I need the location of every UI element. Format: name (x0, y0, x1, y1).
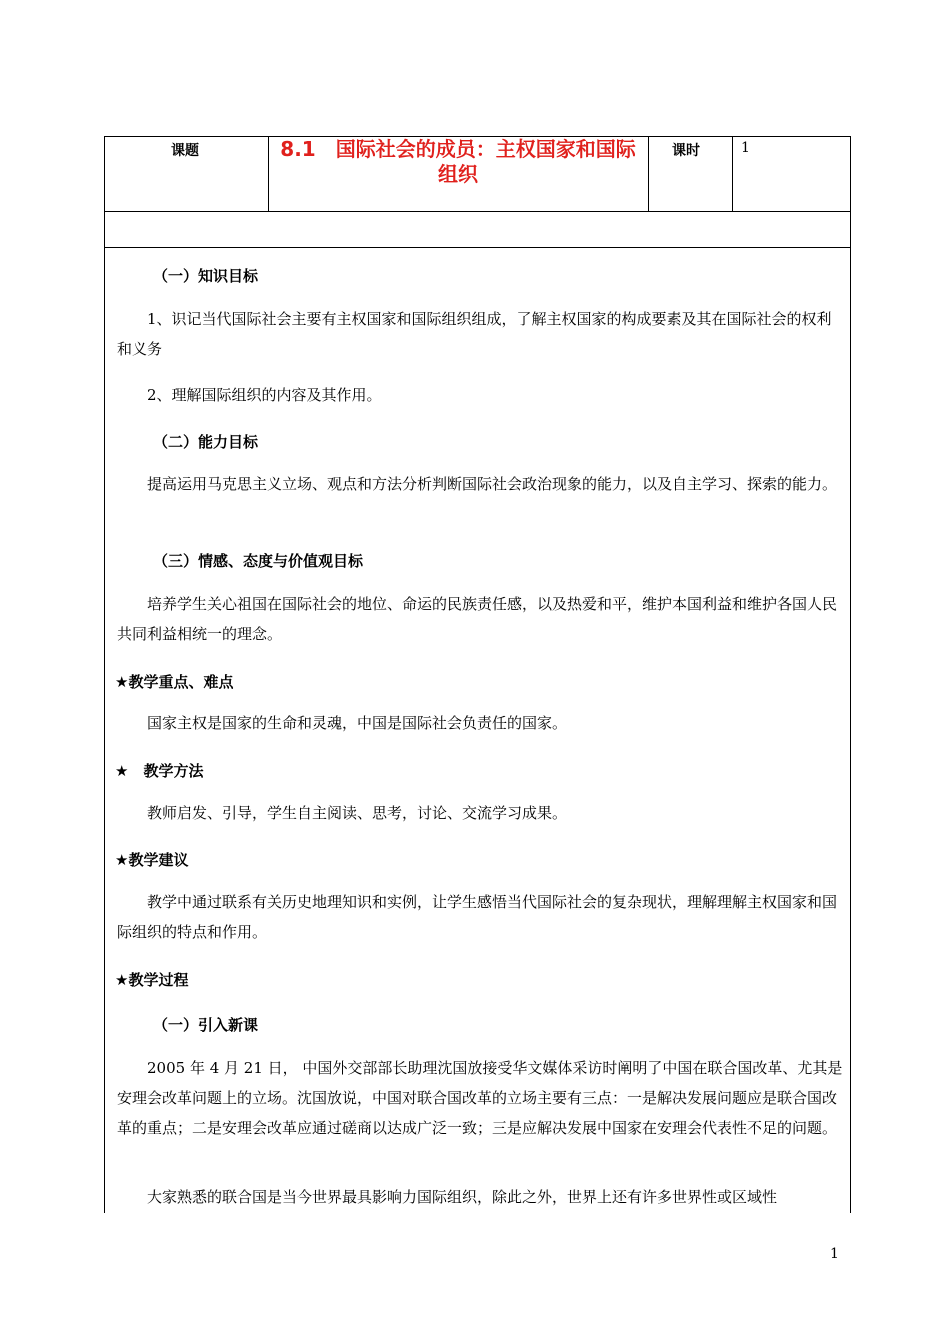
intro-text: 2005 年 4 月 21 日， 中国外交部部长助理沈国放接受华文媒体采访时阐明了中国在联合国改革、尤其是安理会改革问题上的立场。沈国放说，中国对联合国改革的立场主要有三点：一是解决发展问题应是联合国改革的重点；二是安理会改革应通过磋商以达成广泛一致；三是应解决发展中国家在安理会代表性不足的问题。 (117, 1059, 843, 1137)
advice-text: 教学中通过联系有关历史地理知识和实例，让学生感悟当代国际社会的复杂现状，理解理解主权国家和国际组织的特点和作用。 (117, 893, 838, 941)
knowledge-item-1: 1、识记当代国际社会主要有主权国家和国际组织组成，了解主权国家的构成要素及其在国际社会的权利和义务 (117, 310, 832, 358)
blank-row (105, 211, 850, 248)
ability-heading: （二）能力目标 (153, 433, 259, 451)
continued-text: 大家熟悉的联合国是当今世界最具影响力国际组织，除此之外，世界上还有许多世界性或区域性 (147, 1188, 778, 1206)
topic-label: 课题 (171, 143, 199, 159)
emotion-text: 培养学生关心祖国在国际社会的地位、命运的民族责任感，以及热爱和平，维护本国利益和维护各国人民共同利益相统一的理念。 (117, 595, 838, 643)
method-text: 教师启发、引导，学生自主阅读、思考，讨论、交流学习成果。 (147, 804, 568, 822)
intro-heading: （一）引入新课 (153, 1016, 259, 1034)
key-points-heading: ★教学重点、难点 (115, 673, 234, 691)
key-points-text: 国家主权是国家的生命和灵魂，中国是国际社会负责任的国家。 (147, 714, 568, 732)
page-number: 1 (830, 1246, 839, 1262)
knowledge-heading: （一）知识目标 (153, 267, 259, 285)
knowledge-item-2: 2、理解国际组织的内容及其作用。 (147, 386, 382, 404)
header-row (105, 137, 850, 212)
hours-label: 课时 (672, 143, 700, 159)
lesson-table (104, 136, 851, 1213)
process-heading: ★教学过程 (115, 971, 189, 989)
advice-heading: ★教学建议 (115, 851, 189, 869)
cell-divider (268, 137, 269, 211)
emotion-heading: （三）情感、态度与价值观目标 (153, 552, 364, 570)
method-heading: ★ 教学方法 (115, 762, 204, 780)
ability-text: 提高运用马克思主义立场、观点和方法分析判断国际社会政治现象的能力，以及自主学习、探索的能力。 (147, 475, 838, 493)
cell-divider (732, 137, 733, 211)
hours-value: 1 (741, 140, 750, 156)
lesson-title: 8.1 国际社会的成员：主权国家和国际组织 (280, 137, 636, 186)
cell-divider (648, 137, 649, 211)
